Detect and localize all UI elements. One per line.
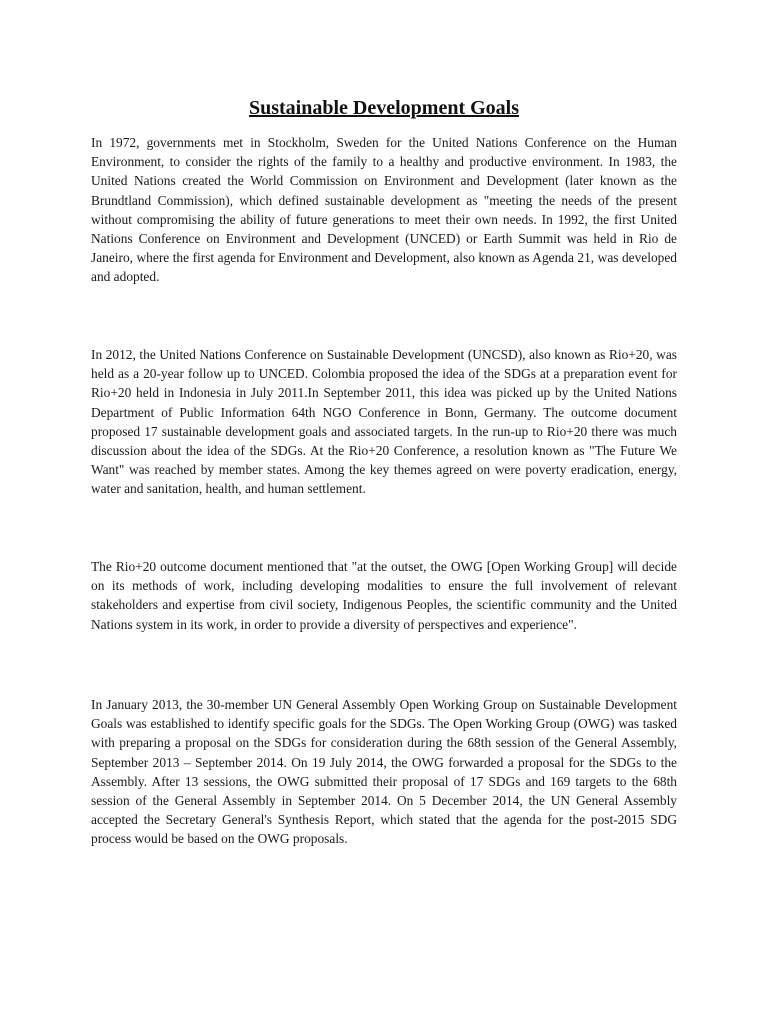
- document-title: Sustainable Development Goals: [248, 97, 520, 119]
- paragraph-2012-rio20: In 2012, the United Nations Conference on Sustainable Development (UNCSD), also known as Rio+20, was held as a 20-year follow up to UNCED. Colombia proposed the idea of the SDGs at a preparation event for Rio+20 held in Indonesia in July 2011.In September 2011, this idea was picked up by the United Nations Department of Public Information 64th NGO Conference in Bonn, Germany. The outcome document proposed 17 sustainable development goals and associated targets. In the run-up to Rio+20 there was much discussion about the idea of the SDGs. At the Rio+20 Conference, a resolution known as "The Future We Want" was reached by member states. Among the key themes agreed on were poverty eradication, energy, water and sanitation, health, and human settlement.: [91, 347, 677, 497]
- paragraph-2013-owg: In January 2013, the 30-member UN General Assembly Open Working Group on Sustainable Development Goals was established to identify specific goals for the SDGs. The Open Working Group (OWG) was tasked with preparing a proposal on the SDGs for consideration during the 68th session of the General Assembly, September 2013 – September 2014. On 19 July 2014, the OWG forwarded a proposal for the SDGs to the Assembly. After 13 sessions, the OWG submitted their proposal of 17 SDGs and 169 targets to the 68th session of the General Assembly in September 2014. On 5 December 2014, the UN General Assembly accepted the Secretary General's Synthesis Report, which stated that the agenda for the post-2015 SDG process would be based on the OWG proposals.: [91, 697, 677, 847]
- paragraph-owg-outcome: The Rio+20 outcome document mentioned that "at the outset, the OWG [Open Working Group] will decide on its methods of work, including developing modalities to ensure the full involvement of relevant stakeholders and expertise from civil society, Indigenous Peoples, the scientific community and the United Nations system in its work, in order to provide a diversity of perspectives and experience".: [91, 559, 677, 632]
- paragraph-1972-stockholm: In 1972, governments met in Stockholm, Sweden for the United Nations Conference on the Human Environment, to consider the rights of the family to a healthy and productive environment. In 1983, the United Nations created the World Commission on Environment and Development (later known as the Brundtland Commission), which defined sustainable development as "meeting the needs of the present without compromising the ability of future generations to meet their own needs. In 1992, the first United Nations Conference on Environment and Development (UNCED) or Earth Summit was held in Rio de Janeiro, where the first agenda for Environment and Development, also known as Agenda 21, was developed and adopted.: [91, 135, 677, 285]
